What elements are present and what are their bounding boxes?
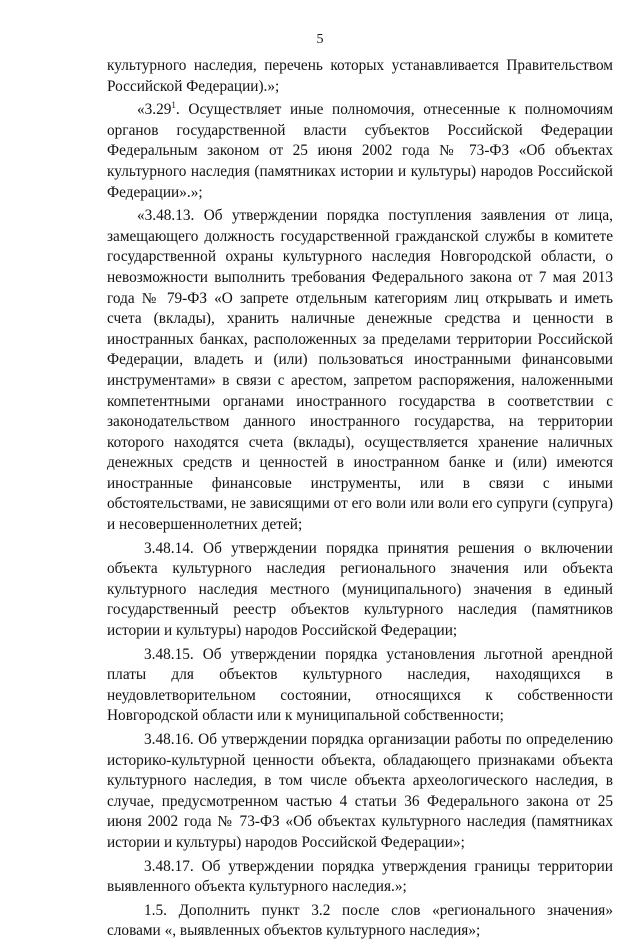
paragraph: 1.5. Дополнить пункт 3.2 после слов «регионального значения» словами «, выявленных объектов культурного наследия»; — [107, 901, 613, 940]
paragraph: культурного наследия, перечень которых устанавливается Правительством Российской Федерации).»; — [107, 57, 613, 95]
paragraph: 3.48.14. Об утверждении порядка принятия решения о включении объекта культурного наследия регионального значения или объекта культурного наследия местного (муниципального) значения в единый государственный реестр объектов культурного наследия (памятников истории и культуры) народов Российской Федерации; — [107, 539, 613, 640]
paragraph: 3.48.15. Об утверждении порядка установления льготной арендной платы для объектов культурного наследия, находящихся в неудовлетворительном состоянии, относящихся к собственности Новгородской области или к муниципальной собственности; — [107, 645, 613, 725]
paragraph: 3.48.16. Об утверждении порядка организации работы по определению историко-культурной ценности объекта, обладающего признаками объекта культурного наследия, в том числе объекта археологического наследия, в случае, предусмотренном частью 4 статьи 36 Федерального закона от 25 июня 2002 года № 73-ФЗ «Об объектах культурного наследия (памятниках истории и культуры) народов Российской Федерации»; — [107, 731, 613, 851]
superscript-index: 1 — [171, 100, 176, 111]
document-body — [107, 56, 613, 945]
paragraph: «3.48.13. Об утверждении порядка поступления заявления от лица, замещающего должность государственной гражданской службы в комитете государственной охраны культурного наследия Новгородской области, о невозможности выполнить требования Федерального закона от 7 мая 2013 года № 79-ФЗ «О запрете отдельным категориям лиц открывать и иметь счета (вклады), хранить наличные денежные средства и ценности в иностранных банках, расположенных за пределами территории Российской Федерации, владеть и (или) пользоваться иностранными финансовыми инструментами» в связи с арестом, запретом распоряжения, наложенными компетентными органами иностранного государства в соответствии с законодательством данного иностранного государства, на территории которого находятся счета (вклады), осуществляется хранение наличных денежных средств и ценностей в иностранном банке и (или) имеются иностранные финансовые инструменты, или в связи с иными обстоятельствами, не зависящими от его воли или воли его супруги (супруга) и несовершеннолетних детей; — [107, 207, 613, 534]
page-number: 5 — [316, 32, 324, 47]
paragraph-3-29 — [107, 100, 613, 203]
paragraph-3-29-text: . Осуществляет иные полномочия, отнесенные к полномочиям органов государственной власти субъектов Российской Федерации Федеральным законом от 25 июня 2002 года № 73-ФЗ «Об объектах культурного наследия (памятниках истории и культуры) народов Российской Федерации».»; — [107, 101, 613, 201]
paragraph: 3.48.17. Об утверждении порядка утверждения границы территории выявленного объекта культурного наследия.»; — [107, 857, 613, 896]
paragraph-3-29-prefix: «3.29 — [137, 101, 172, 119]
